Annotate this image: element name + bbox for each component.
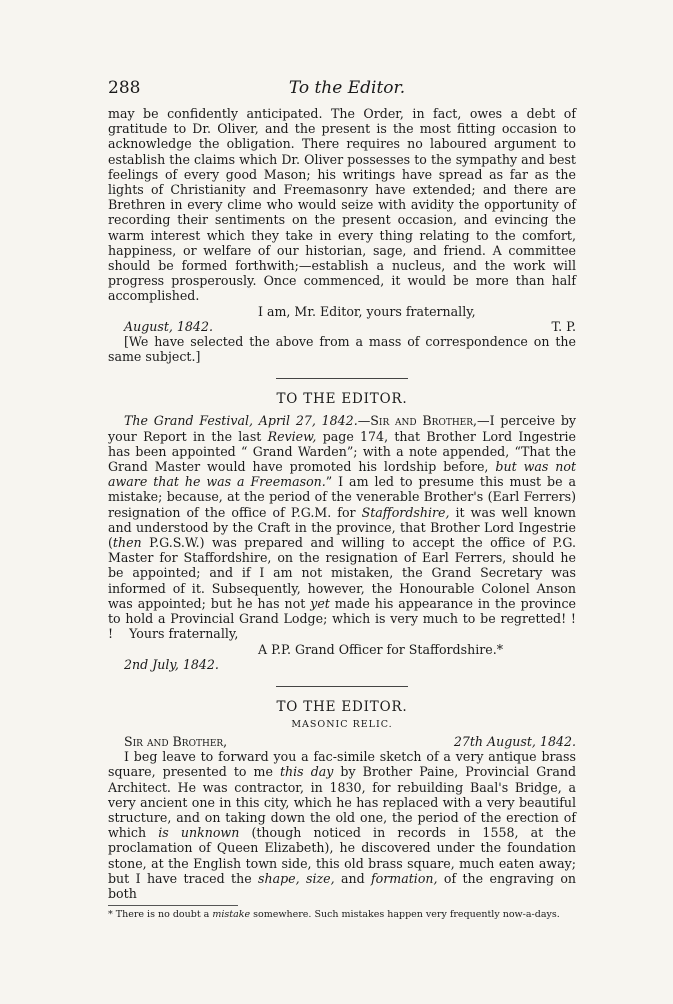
salutation: —Sir and Brother, [357,413,478,429]
salutation: Sir and Brother, [124,733,228,749]
page-header [108,78,576,106]
letter-grand-festival-body: The Grand Festival, April 27, 1842.—Sir and Brother,—I perceive by your Report in the last Review, page 174, that Brother Lord Ingestrie has been appointed “ Grand Warden”; with a note appended, “That the Grand Master would have promoted his lordship before, but was not aware that he was a Freemason.” I am led to presume this must be a mistake; because, at the period of the venerable Brother's (Earl Ferrers) resignation of the office of P.G.M. for Staffordshire, it was well known and understood by the Craft in the province, that Brother Lord Ingestrie (then P.G.S.W.) was prepared and willing to accept the office of P.G. Master for Staffordshire, on the resignation of Earl Ferrers, should he be appointed; and if I am not mistaken, the Grand Secretary was informed of it. Subsequently, however, the Honourable Colonel Anson was appointed; but he has not yet made his appearance in the province to hold a Provincial Grand Lodge; which is very much to be regretted! ! ! Yours fraternally, [108,413,577,642]
footnote: * There is no doubt a mistake somewhere. Such mistakes happen very frequently now-a-days. [108,909,560,921]
yours-fraternally: Yours fraternally, [129,626,239,642]
section-divider [276,686,408,687]
letter-masonic-relic [108,699,576,901]
editor-note: [We have selected the above from a mass of correspondence on the same subject.] [108,334,576,365]
letter-relic-date: 27th August, 1842. [453,733,576,749]
letter-grand-festival [108,391,576,671]
letter-tp [108,106,576,364]
letter-relic-body: I beg leave to forward you a fac-simile sketch of a very antique brass square, presented to me this day by Brother Paine, Provincial Grand Architect. He was contractor, in 1830, for rebuilding Baal's Bridge, a very ancient one in this city, which he has replaced with a very beautiful structure, and on taking down the old one, the period of the erection of which is unknown (though noticed in records in 1558, at the proclamation of Queen Elizabeth), he discovered under the foundation stone, at the English town side, this old brass square, much eaten away; but I have traced the shape, size, and formation, of the engraving on both [108,749,577,901]
letter-grand-festival-signature: A P.P. Grand Officer for Staffordshire.* [258,641,503,657]
section-divider [276,378,408,379]
letter-heading: TO THE EDITOR. [276,391,408,408]
letter-heading: TO THE EDITOR. [276,698,408,715]
letter-subheading: MASONIC RELIC. [291,718,393,730]
letter-tp-signoff [108,319,576,334]
letter-tp-closing: I am, Mr. Editor, yours fraternally, [258,303,476,319]
footnote-rule [108,905,238,906]
letter-tp-signature: T. P. [551,318,576,334]
running-title: To the Editor. [288,78,406,98]
book-page [108,78,576,920]
letter-tp-date: August, 1842. [124,318,213,334]
letter-grand-festival-date: 2nd July, 1842. [124,656,219,672]
opening-phrase: The Grand Festival, April 27, 1842. [124,413,358,429]
letter-tp-body: may be confidently anticipated. The Order, in fact, owes a debt of gratitude to Dr. Oliver, and the present is the most fitting occasion to acknowledge the obligation. There requires no laboured argument to establish the claims which Dr. Oliver possesses to the sympathy and best feelings of every good Mason; his writings have spread as far as the lights of Christianity and Freemasonry have extended; and there are Brethren in every clime who would seize with avidity the opportunity of recording their sentiments on the present occasion, and evincing the warm interest which they take in every thing relating to the comfort, happiness, or welfare of our historian, sage, and friend. A committee should be formed forthwith;—establish a nucleus, and the work will progress prosperously. Once commenced, it would be more than half accomplished. [108,106,576,304]
page-number: 288 [108,78,141,98]
letter-relic-opening [108,734,576,749]
